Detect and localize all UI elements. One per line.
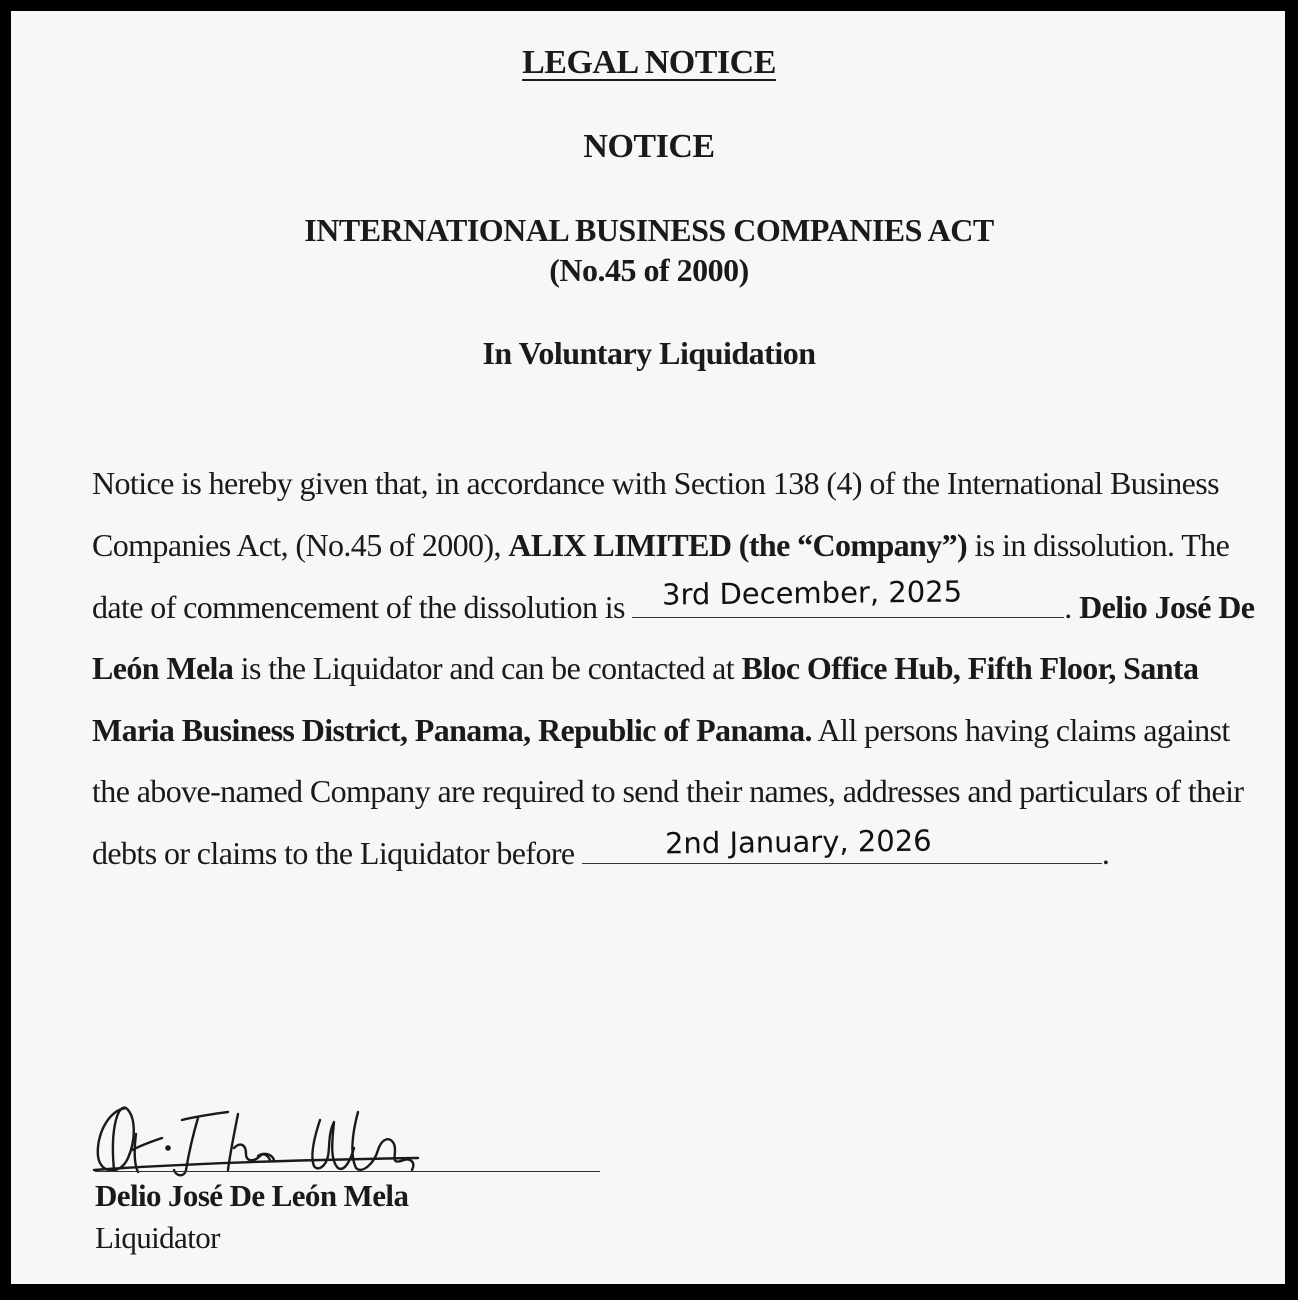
commencement-date-fill: 3rd December, 2025 (661, 574, 963, 612)
body-line-1 (92, 465, 1252, 502)
liquidator-name: León Mela (92, 650, 234, 686)
body-text: date of commencement of the dissolution is (92, 589, 633, 625)
notice-heading: NOTICE (583, 128, 715, 165)
document-page (11, 11, 1285, 1284)
company-name: ALIX LIMITED (the “Company”) (508, 527, 968, 563)
body-line-2 (92, 527, 1252, 564)
body-text: . (1064, 589, 1080, 625)
body-line-4 (92, 650, 1252, 687)
liquidator-address: Bloc Office Hub, Fifth Floor, Santa (741, 650, 1199, 686)
liquidation-heading: In Voluntary Liquidation (482, 335, 816, 371)
body-line-5 (92, 712, 1252, 749)
claims-deadline-fill: 2nd January, 2026 (664, 823, 932, 861)
body-text: Companies Act, (No.45 of 2000), (92, 527, 509, 563)
body-text: the above-named Company are required to send their names, addresses and particulars of their (92, 773, 1244, 809)
body-text: . (1101, 835, 1110, 871)
body-line-6 (92, 773, 1252, 810)
legal-notice-heading: LEGAL NOTICE (522, 44, 776, 81)
signature-line (95, 1171, 600, 1172)
act-number: (No.45 of 2000) (549, 252, 749, 288)
signatory-role: Liquidator (95, 1220, 220, 1255)
body-text: All persons having claims against (811, 712, 1230, 748)
body-text: is in dissolution. The (967, 527, 1230, 563)
body-text: Notice is hereby given that, in accordance with Section 138 (4) of the International Business (92, 465, 1219, 501)
liquidator-address: Maria Business District, Panama, Republic of Panama. (92, 712, 812, 748)
act-title: INTERNATIONAL BUSINESS COMPANIES ACT (304, 212, 994, 248)
liquidator-name: Delio José De (1079, 589, 1255, 625)
body-text: is the Liquidator and can be contacted at (233, 650, 742, 686)
body-text: debts or claims to the Liquidator before (92, 835, 582, 871)
act-heading (0, 210, 1298, 290)
signatory-name: Delio José De León Mela (95, 1178, 409, 1213)
